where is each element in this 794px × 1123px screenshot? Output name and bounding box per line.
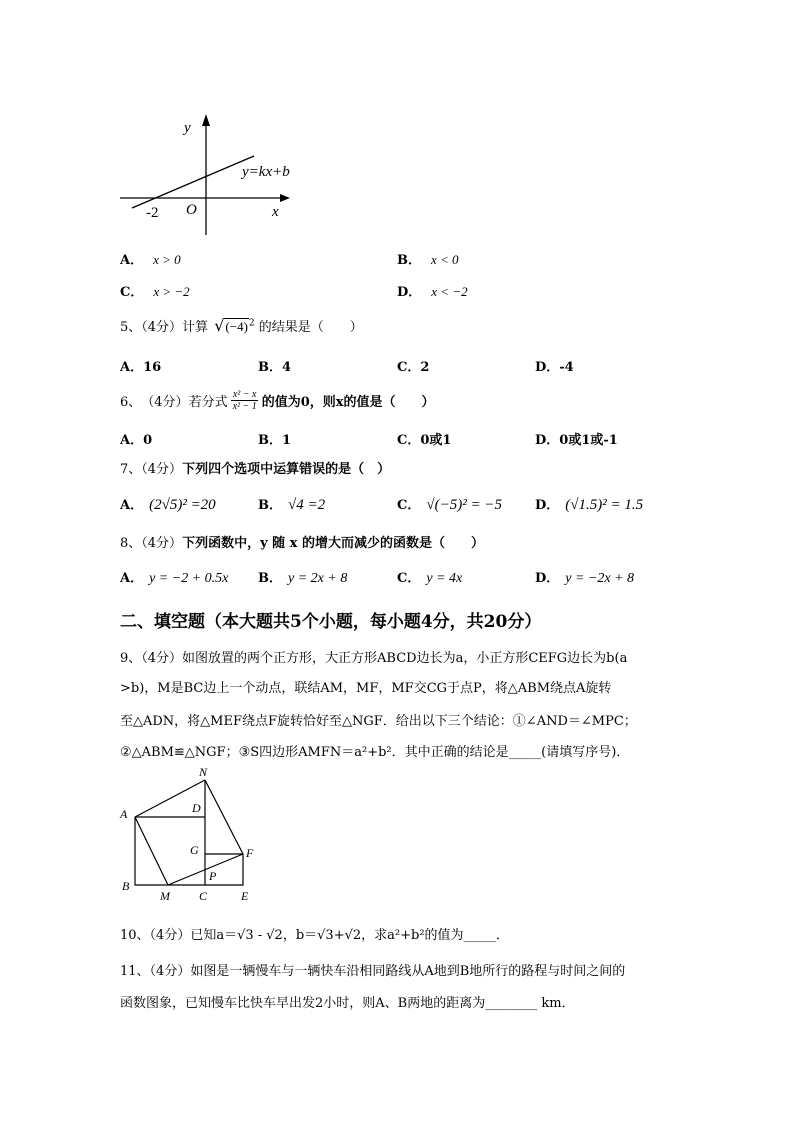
label-M: M — [160, 889, 170, 903]
q9-line3: 至△ADN，将△MEF绕点F旋转恰好至△NGF．给出以下三个结论：①∠AND＝∠MPC； — [120, 714, 637, 729]
q9-line2: >b)，M是BC边上一个动点，联结AM，MF，MF交CG于点P，将△ABM绕点A旋转 — [120, 681, 612, 696]
label-C: C — [199, 889, 208, 903]
q7-option-a: A． (2√5)² =20 — [120, 497, 216, 513]
label-E: E — [241, 889, 249, 903]
q6-stem: 6、 （4分） 若分式 x² − x x² − 1 的值为0，则x的值是（ ） — [120, 388, 435, 412]
q4-graph — [110, 110, 320, 240]
q4-option-b: B． x < 0 — [397, 252, 459, 268]
q7-stem: 7、（4分）下列四个选项中运算错误的是（ ） — [120, 462, 391, 477]
q8-option-d: D． y = −2x + 8 — [535, 571, 635, 586]
q4-option-a: A． x > 0 — [120, 252, 181, 268]
label-D: D — [192, 801, 201, 815]
q6-option-a: A．0 — [120, 433, 153, 448]
q5-radical: $√(-4)^2$ — [214, 316, 255, 335]
q5-option-b: B．4 — [258, 360, 292, 375]
q4-option-c: C． x > −2 — [120, 284, 190, 300]
y-axis-label: y — [184, 120, 191, 136]
x-axis-label: x — [272, 204, 279, 220]
q9-squares-figure — [115, 760, 275, 905]
q8-option-b: B． y = 2x + 8 — [258, 571, 348, 586]
section2-title: 二、填空题（本大题共5个小题，每小题4分，共20分） — [120, 612, 542, 632]
q9-line4: ②△ABM≌△NGF；③S四边形AMFN＝a²+b²．其中正确的结论是_____(请填写序号)． — [120, 745, 630, 760]
label-N: N — [199, 765, 208, 779]
q7-option-b: B． √4 =2 — [258, 497, 326, 513]
q6-fraction: x² − x x² − 1 — [232, 388, 257, 412]
q5-option-a: A．16 — [120, 360, 162, 375]
q8-option-a: A． y = −2 + 0.5x — [120, 571, 229, 586]
label-A: A — [120, 807, 128, 821]
neg2-label: -2 — [146, 205, 159, 221]
q11-line1: 11、（4分）如图是一辆慢车与一辆快车沿相同路线从A地到B地所行的路程与时间之间的 — [120, 964, 626, 979]
q4-option-d: D． x < −2 — [397, 284, 468, 300]
q6-option-b: B．1 — [258, 433, 292, 448]
q6-option-c: C．0或1 — [397, 433, 452, 448]
q8-stem: 8、（4分）下列函数中，y 随 x 的增大而减少的函数是（ ） — [120, 536, 484, 551]
line-label: y=kx+b — [242, 164, 290, 180]
q8-option-c: C． y = 4x — [397, 571, 463, 586]
q5-stem: 5、（4分）计算 $√(-4)^2$ 的结果是（ ） — [120, 316, 363, 335]
label-F: F — [246, 846, 254, 860]
q11-line2: 函数图象，已知慢车比快车早出发2小时，则A、B两地的距离为________ km． — [120, 996, 575, 1011]
q7-option-c: C． √(−5)² = −5 — [397, 497, 502, 513]
label-P: P — [209, 869, 217, 883]
q9-line1: 9、（4分）如图放置的两个正方形，大正方形ABCD边长为a，小正方形CEFG边长为b(a — [120, 651, 628, 666]
q5-option-c: C．2 — [397, 360, 430, 375]
label-G: G — [190, 843, 199, 857]
q6-option-d: D．0或1或-1 — [535, 433, 618, 448]
q10-stem: 10、（4分）已知a＝√3 - √2，b＝√3+√2，求a²+b²的值为_____． — [120, 928, 510, 943]
label-B: B — [122, 879, 130, 893]
origin-label: O — [186, 202, 197, 218]
q5-option-d: D．-4 — [535, 360, 574, 375]
q7-option-d: D． (√1.5)² = 1.5 — [535, 497, 644, 513]
